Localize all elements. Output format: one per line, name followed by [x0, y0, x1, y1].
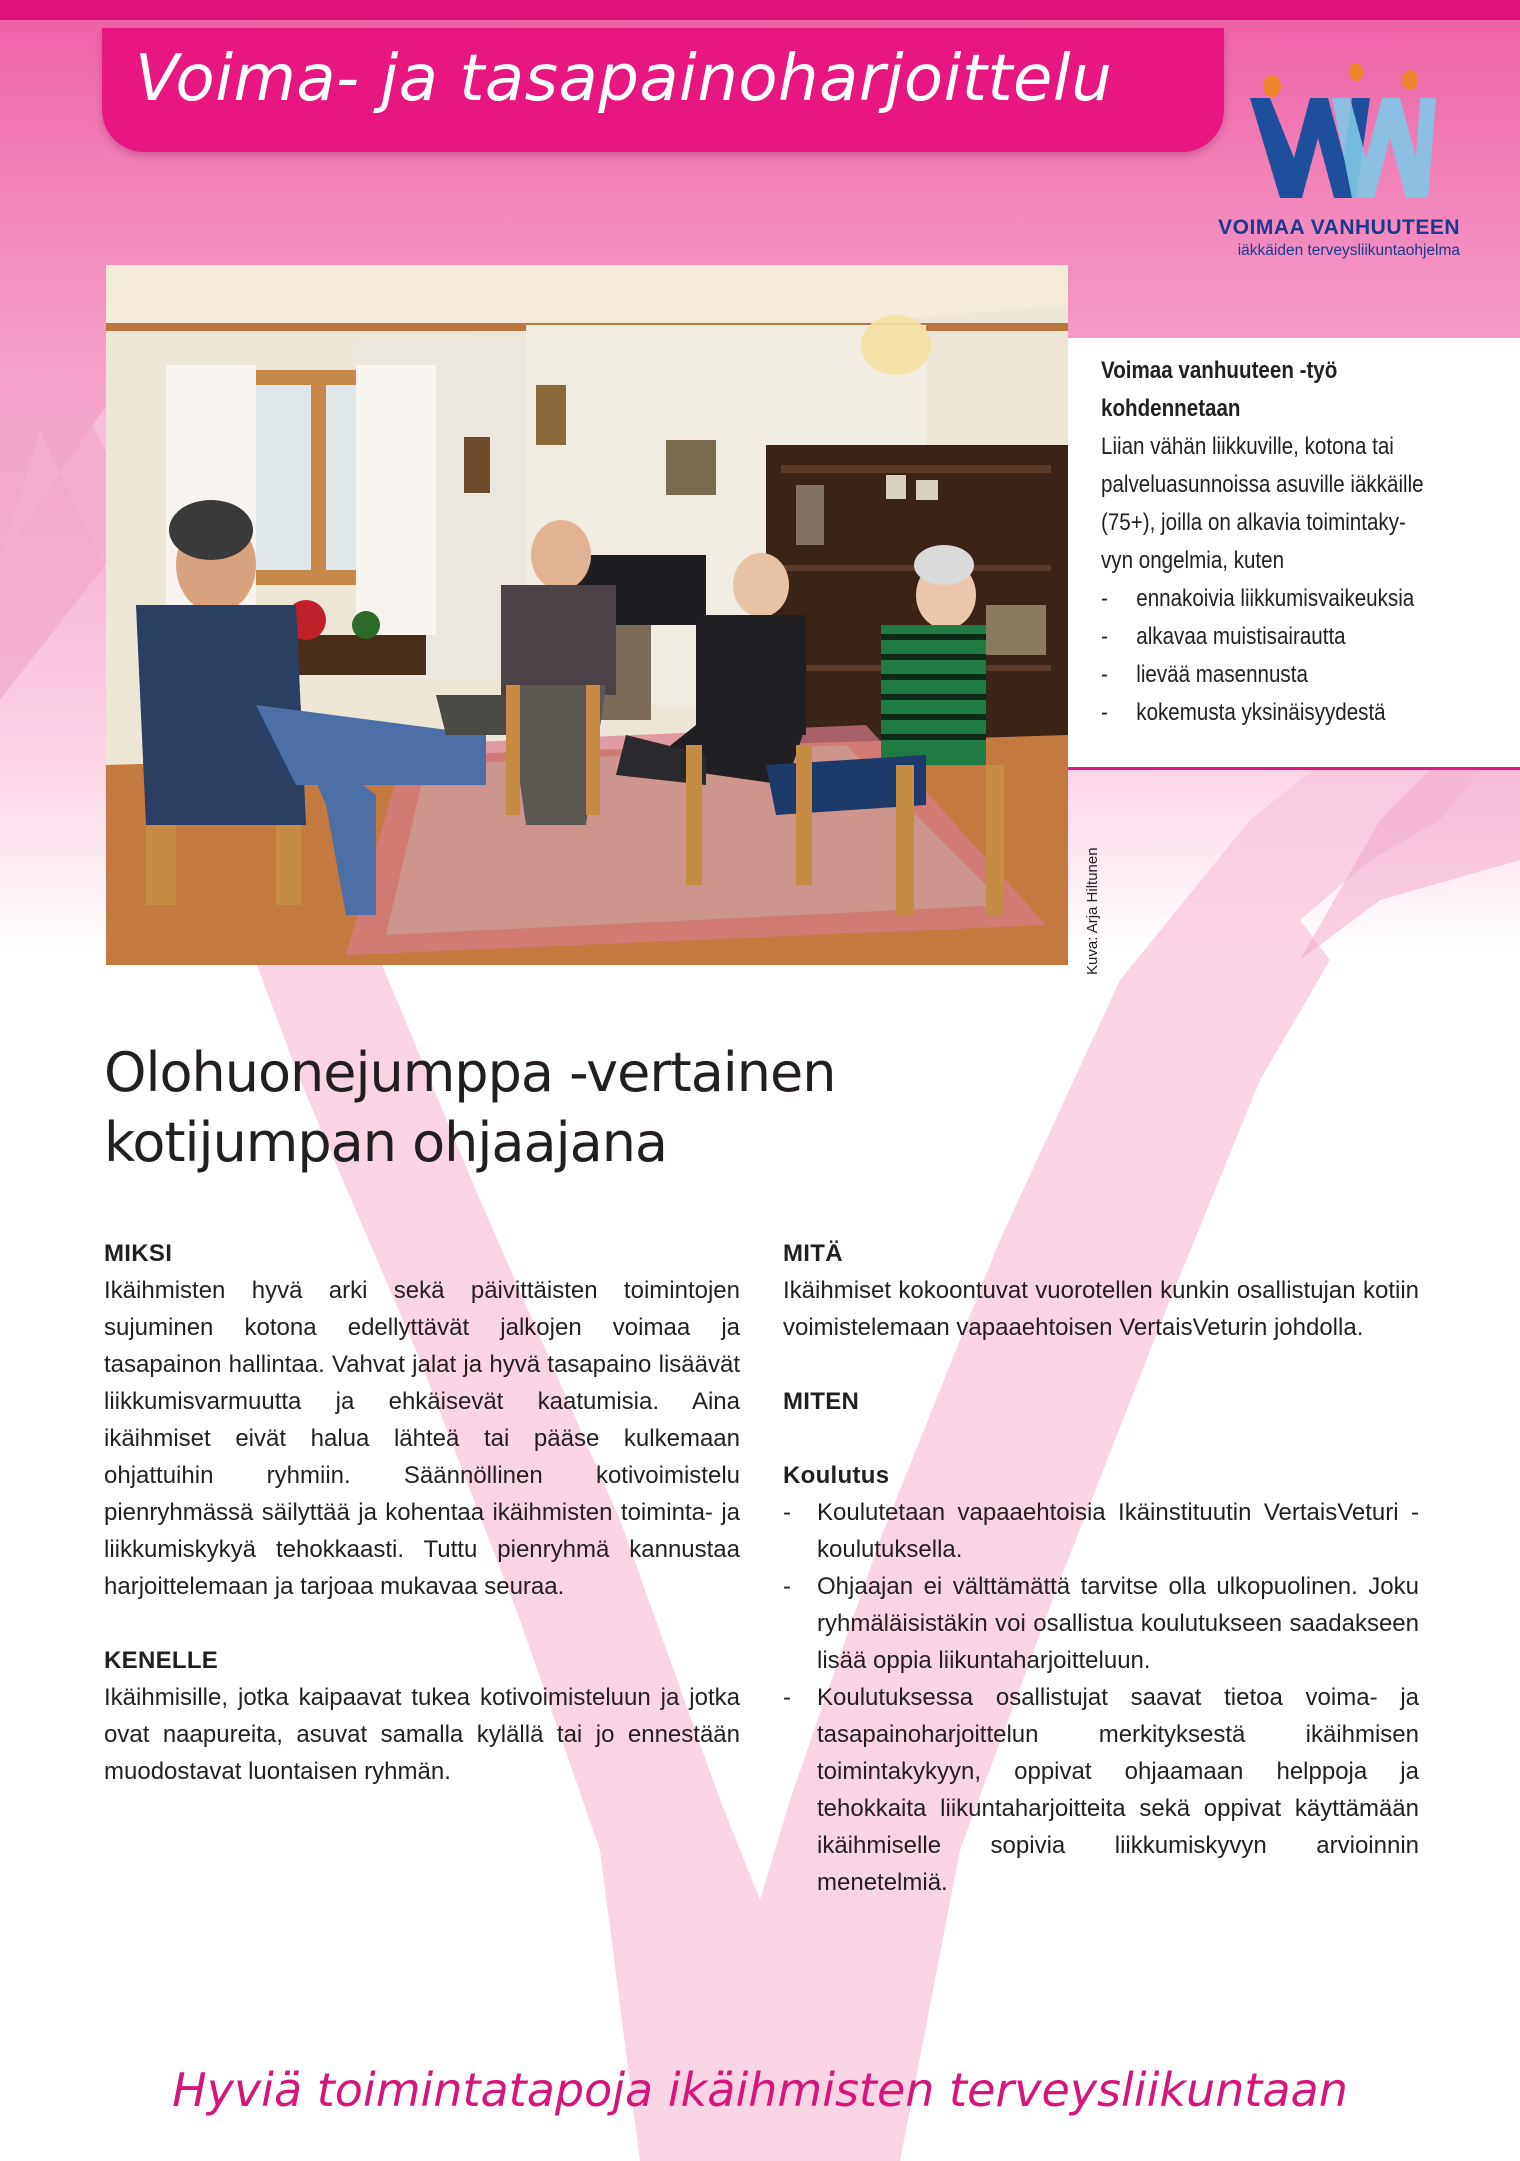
living-room-exercise-photo	[106, 265, 1068, 965]
miten-heading: MITEN	[783, 1388, 860, 1415]
top-stripe	[0, 0, 1520, 20]
headline-line-1: Olohuonejumppa -vertainen	[104, 1041, 836, 1104]
photo-illustration	[106, 265, 1068, 965]
list-item: - kokemusta yksinäisyydestä	[1101, 699, 1386, 726]
list-item: - ennakoivia liikkumisvaikeuksia	[1101, 585, 1415, 612]
target-group-heading-2: kohdennetaan	[1101, 395, 1241, 422]
logo-name: VOIMAA VANHUUTEEN	[1218, 216, 1460, 239]
mita-text: Ikäihmiset kokoontuvat vuorotellen kunkin osallistujan kotiin voimistelemaan vapaaehtoisen VertaisVeturin johdolla.	[783, 1277, 1419, 1341]
target-group-intro-3: (75+), joilla on alkavia toimintaky-	[1101, 509, 1406, 536]
voimaa-vanhuuteen-logo	[1240, 58, 1440, 208]
mita-heading: MITÄ	[783, 1240, 843, 1267]
page-title: Voima- ja tasapainoharjoittelu	[135, 42, 1113, 116]
koulutus-list	[783, 1494, 1419, 1901]
list-item: - Koulutetaan vapaaehtoisia Ikäinstituutin VertaisVeturi -koulutuksella.	[783, 1499, 1419, 1563]
article-headline	[104, 1038, 1004, 1178]
footer-tagline: Hyviä toimintatapoja ikäihmisten terveysliikuntaan	[172, 2063, 1348, 2117]
logo-subtitle: iäkkäiden terveysliikuntaohjelma	[1237, 242, 1460, 259]
miksi-text: Ikäihmisten hyvä arki sekä päivittäisten toimintojen sujuminen kotona edellyttävät jalkojen voimaa ja tasapainon hallintaa. Vahvat jalat ja hyvä tasapaino lisäävät liikkumisvarmuutta ja ehkäisevät kaatumisia. Aina ikäihmiset eivät halua lähteä tai pääse kulkemaan ohjattuihin ryhmiin. Säännöllinen kotivoimistelu pienryhmässä säilyttää ja kohentaa ikäihmisten toiminta- ja liikkumiskykyä tehokkaasti. Tuttu pienryhmä kannustaa harjoittelemaan ja tarjoaa mukavaa seuraa.	[104, 1277, 740, 1600]
target-group-intro-1: Liian vähän liikkuville, kotona tai	[1101, 433, 1394, 460]
list-item: - Koulutuksessa osallistujat saavat tietoa voima- ja tasapainoharjoittelun merkityksestä ikäihmisen toimintakykyyn, oppivat ohjaamaan helppoja ja tehokkaita liikuntaharjoitteita sekä oppivat käyttämään ikäihmiselle sopivia liikkumiskyvyn arvioinnin menetelmiä.	[783, 1684, 1419, 1896]
kenelle-heading: KENELLE	[104, 1647, 219, 1674]
photo-credit: Kuva: Arja Hiltunen	[1084, 847, 1101, 975]
miksi-heading: MIKSI	[104, 1240, 173, 1267]
headline-line-2: kotijumpan ohjaajana	[104, 1111, 668, 1174]
target-group-heading: Voimaa vanhuuteen -työ	[1101, 357, 1338, 384]
target-group-intro-2: palveluasunnoissa asuville iäkkäille	[1101, 471, 1424, 498]
target-group-intro-4: vyn ongelmia, kuten	[1101, 547, 1285, 574]
kenelle-text: Ikäihmisille, jotka kaipaavat tukea kotivoimisteluun ja jotka ovat naapureita, asuvat samalla kylällä tai jo ennestään muodostavat luontaisen ryhmän.	[104, 1684, 740, 1785]
target-group-list	[1101, 580, 1481, 732]
left-column	[104, 1235, 740, 1790]
koulutus-heading: Koulutus	[783, 1462, 890, 1489]
right-column	[783, 1235, 1419, 1901]
list-item: - Ohjaajan ei välttämättä tarvitse olla ulkopuolinen. Joku ryhmäläisistäkin voi osallistua koulutukseen saadakseen lisää oppia liikuntaharjoitteluun.	[783, 1573, 1419, 1674]
target-group-text	[1101, 352, 1481, 732]
list-item: - lievää masennusta	[1101, 661, 1308, 688]
list-item: - alkavaa muistisairautta	[1101, 623, 1346, 650]
